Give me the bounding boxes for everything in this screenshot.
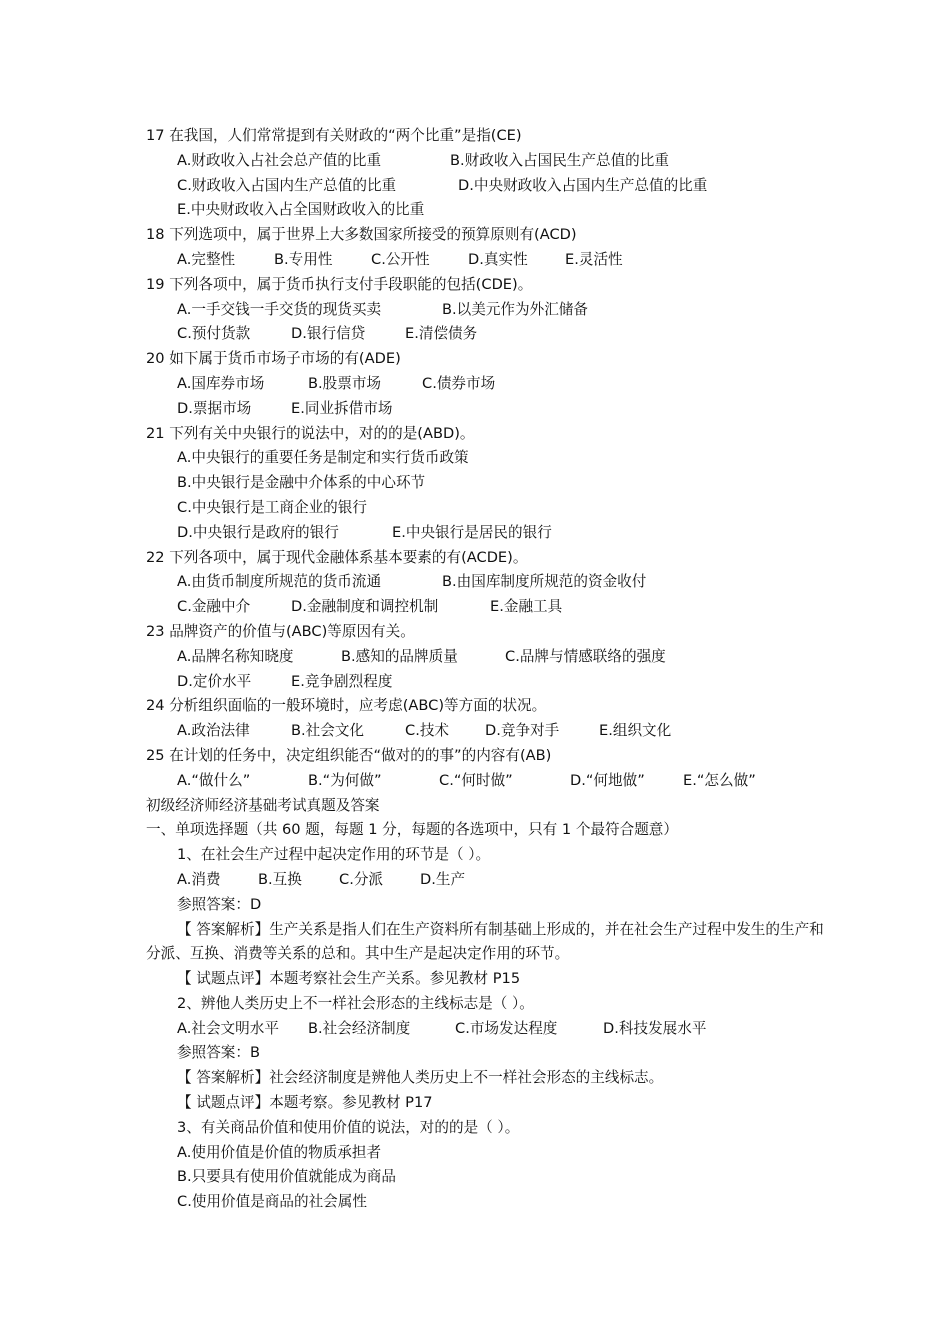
option-row [146, 298, 826, 323]
option: A.使用价值是价值的物质承担者 [177, 1143, 382, 1161]
question-20-stem: 20 如下属于货币市场子市场的有(ADE) [146, 350, 401, 368]
option: A.由货币制度所规范的货币流通 [177, 573, 382, 591]
option-row [146, 868, 826, 893]
answer: 参照答案：D [177, 895, 262, 913]
option-row [146, 174, 826, 199]
option: C.债券市场 [422, 374, 496, 392]
question-comment: 【 试题点评】本题考察社会生产关系。参见教材 P15 [177, 970, 521, 988]
option: C.“何时做” [439, 771, 513, 789]
question-1-stem: 1、在社会生产过程中起决定作用的环节是（ ）。 [177, 846, 491, 864]
document-body [146, 124, 826, 1215]
option-row [146, 322, 826, 347]
option-row [146, 471, 826, 496]
option: B.社会经济制度 [308, 1019, 411, 1037]
option-row [146, 372, 826, 397]
option: B.互换 [258, 870, 302, 888]
option: E.中央财政收入占全国财政收入的比重 [177, 201, 425, 219]
option: D.定价水平 [177, 672, 252, 690]
option-row [146, 397, 826, 422]
option: C.分派 [339, 870, 384, 888]
answer-analysis: 【 答案解析】社会经济制度是辨他人类历史上不一样社会形态的主线标志。 [177, 1069, 664, 1087]
question-23-stem: 23 品牌资产的价值与(ABC)等原因有关。 [146, 622, 415, 640]
question-3-stem: 3、有关商品价值和使用价值的说法，对的的是（ ）。 [177, 1118, 520, 1136]
option-row [146, 645, 826, 670]
option-row [146, 769, 826, 794]
answer-analysis: 【 答案解析】生产关系是指人们在生产资料所有制基础上形成的，并在社会生产过程中发生的生产和分派、互换、消费等关系的总和。其中生产是起决定作用的环节。 [146, 920, 824, 963]
option: D.金融制度和调控机制 [291, 598, 439, 616]
option-row [146, 446, 826, 471]
option: A.财政收入占社会总产值的比重 [177, 151, 382, 169]
option-row [146, 719, 826, 744]
option: B.感知的品牌质量 [341, 647, 458, 665]
option-row [146, 670, 826, 695]
option: B.专用性 [274, 250, 333, 268]
option: C.财政收入占国内生产总值的比重 [177, 176, 397, 194]
option: D.银行信贷 [291, 325, 366, 343]
question-2-stem: 2、辨他人类历史上不一样社会形态的主线标志是（ ）。 [177, 994, 534, 1012]
exam-title: 初级经济师经济基础考试真题及答案 [146, 796, 380, 814]
option: A.政治法律 [177, 722, 250, 740]
option: B.以美元作为外汇储备 [442, 300, 588, 318]
option: A.“做什么” [177, 771, 251, 789]
option: C.技术 [405, 722, 450, 740]
option: A.消费 [177, 870, 221, 888]
option: B.财政收入占国民生产总值的比重 [450, 151, 669, 169]
option: A.国库券市场 [177, 374, 265, 392]
question-comment: 【 试题点评】本题考察。参见教材 P17 [177, 1094, 433, 1112]
option: D.真实性 [468, 250, 528, 268]
section-heading: 一、单项选择题（共 60 题，每题 1 分，每题的各选项中，只有 1 个最符合题意） [146, 821, 678, 839]
option: A.社会文明水平 [177, 1019, 279, 1037]
question-22-stem: 22 下列各项中，属于现代金融体系基本要素的有(ACDE)。 [146, 548, 528, 566]
question-19-stem: 19 下列各项中，属于货币执行支付手段职能的包括(CDE)。 [146, 275, 533, 293]
question-17-stem: 17 在我国，人们常常提到有关财政的“两个比重”是指(CE) [146, 127, 522, 144]
option: A.完整性 [177, 250, 236, 268]
question-24-stem: 24 分析组织面临的一般环境时，应考虑(ABC)等方面的状况。 [146, 697, 547, 715]
option: E.中央银行是居民的银行 [392, 523, 552, 541]
option: C.使用价值是商品的社会属性 [177, 1193, 367, 1211]
option: B.“为何做” [308, 771, 382, 789]
answer: 参照答案：B [177, 1044, 260, 1062]
option: B.只要具有使用价值就能成为商品 [177, 1168, 396, 1186]
option: A.中央银行的重要任务是制定和实行货币政策 [177, 449, 469, 467]
option: E.组织文化 [599, 722, 672, 740]
option-row [146, 570, 826, 595]
option: E.灵活性 [565, 250, 623, 268]
option: D.“何地做” [570, 771, 645, 789]
option-row [146, 496, 826, 521]
option: E.“怎么做” [683, 771, 756, 789]
option: C.中央银行是工商企业的银行 [177, 498, 367, 516]
option: B.由国库制度所规范的资金收付 [442, 573, 647, 591]
option: E.竞争剧烈程度 [291, 672, 393, 690]
option: A.一手交钱一手交货的现货买卖 [177, 300, 382, 318]
option-row [146, 595, 826, 620]
option-row [146, 149, 826, 174]
option-row [146, 248, 826, 273]
option: C.金融中介 [177, 598, 251, 616]
option-row [146, 521, 826, 546]
option: B.中央银行是金融中介体系的中心环节 [177, 474, 426, 492]
option: E.同业拆借市场 [291, 399, 393, 417]
option-row [146, 1017, 826, 1042]
option: D.科技发展水平 [603, 1019, 707, 1037]
option: C.公开性 [371, 250, 430, 268]
question-25-stem: 25 在计划的任务中，决定组织能否“做对的的事”的内容有(AB) [146, 746, 552, 764]
option: E.清偿债务 [405, 325, 478, 343]
option: A.品牌名称知晓度 [177, 647, 294, 665]
option: D.竞争对手 [485, 722, 560, 740]
option: D.票据市场 [177, 399, 252, 417]
option: C.品牌与情感联络的强度 [505, 647, 666, 665]
option: B.社会文化 [291, 722, 365, 740]
option: D.生产 [420, 870, 466, 888]
option: C.预付货款 [177, 325, 251, 343]
question-18-stem: 18 下列选项中，属于世界上大多数国家所接受的预算原则有(ACD) [146, 226, 577, 244]
option: C.市场发达程度 [455, 1019, 558, 1037]
option-row [146, 198, 826, 223]
question-21-stem: 21 下列有关中央银行的说法中，对的的是(ABD)。 [146, 424, 475, 442]
option: E.金融工具 [490, 598, 563, 616]
option: B.股票市场 [308, 374, 382, 392]
option: D.中央财政收入占国内生产总值的比重 [458, 176, 708, 194]
option: D.中央银行是政府的银行 [177, 523, 339, 541]
